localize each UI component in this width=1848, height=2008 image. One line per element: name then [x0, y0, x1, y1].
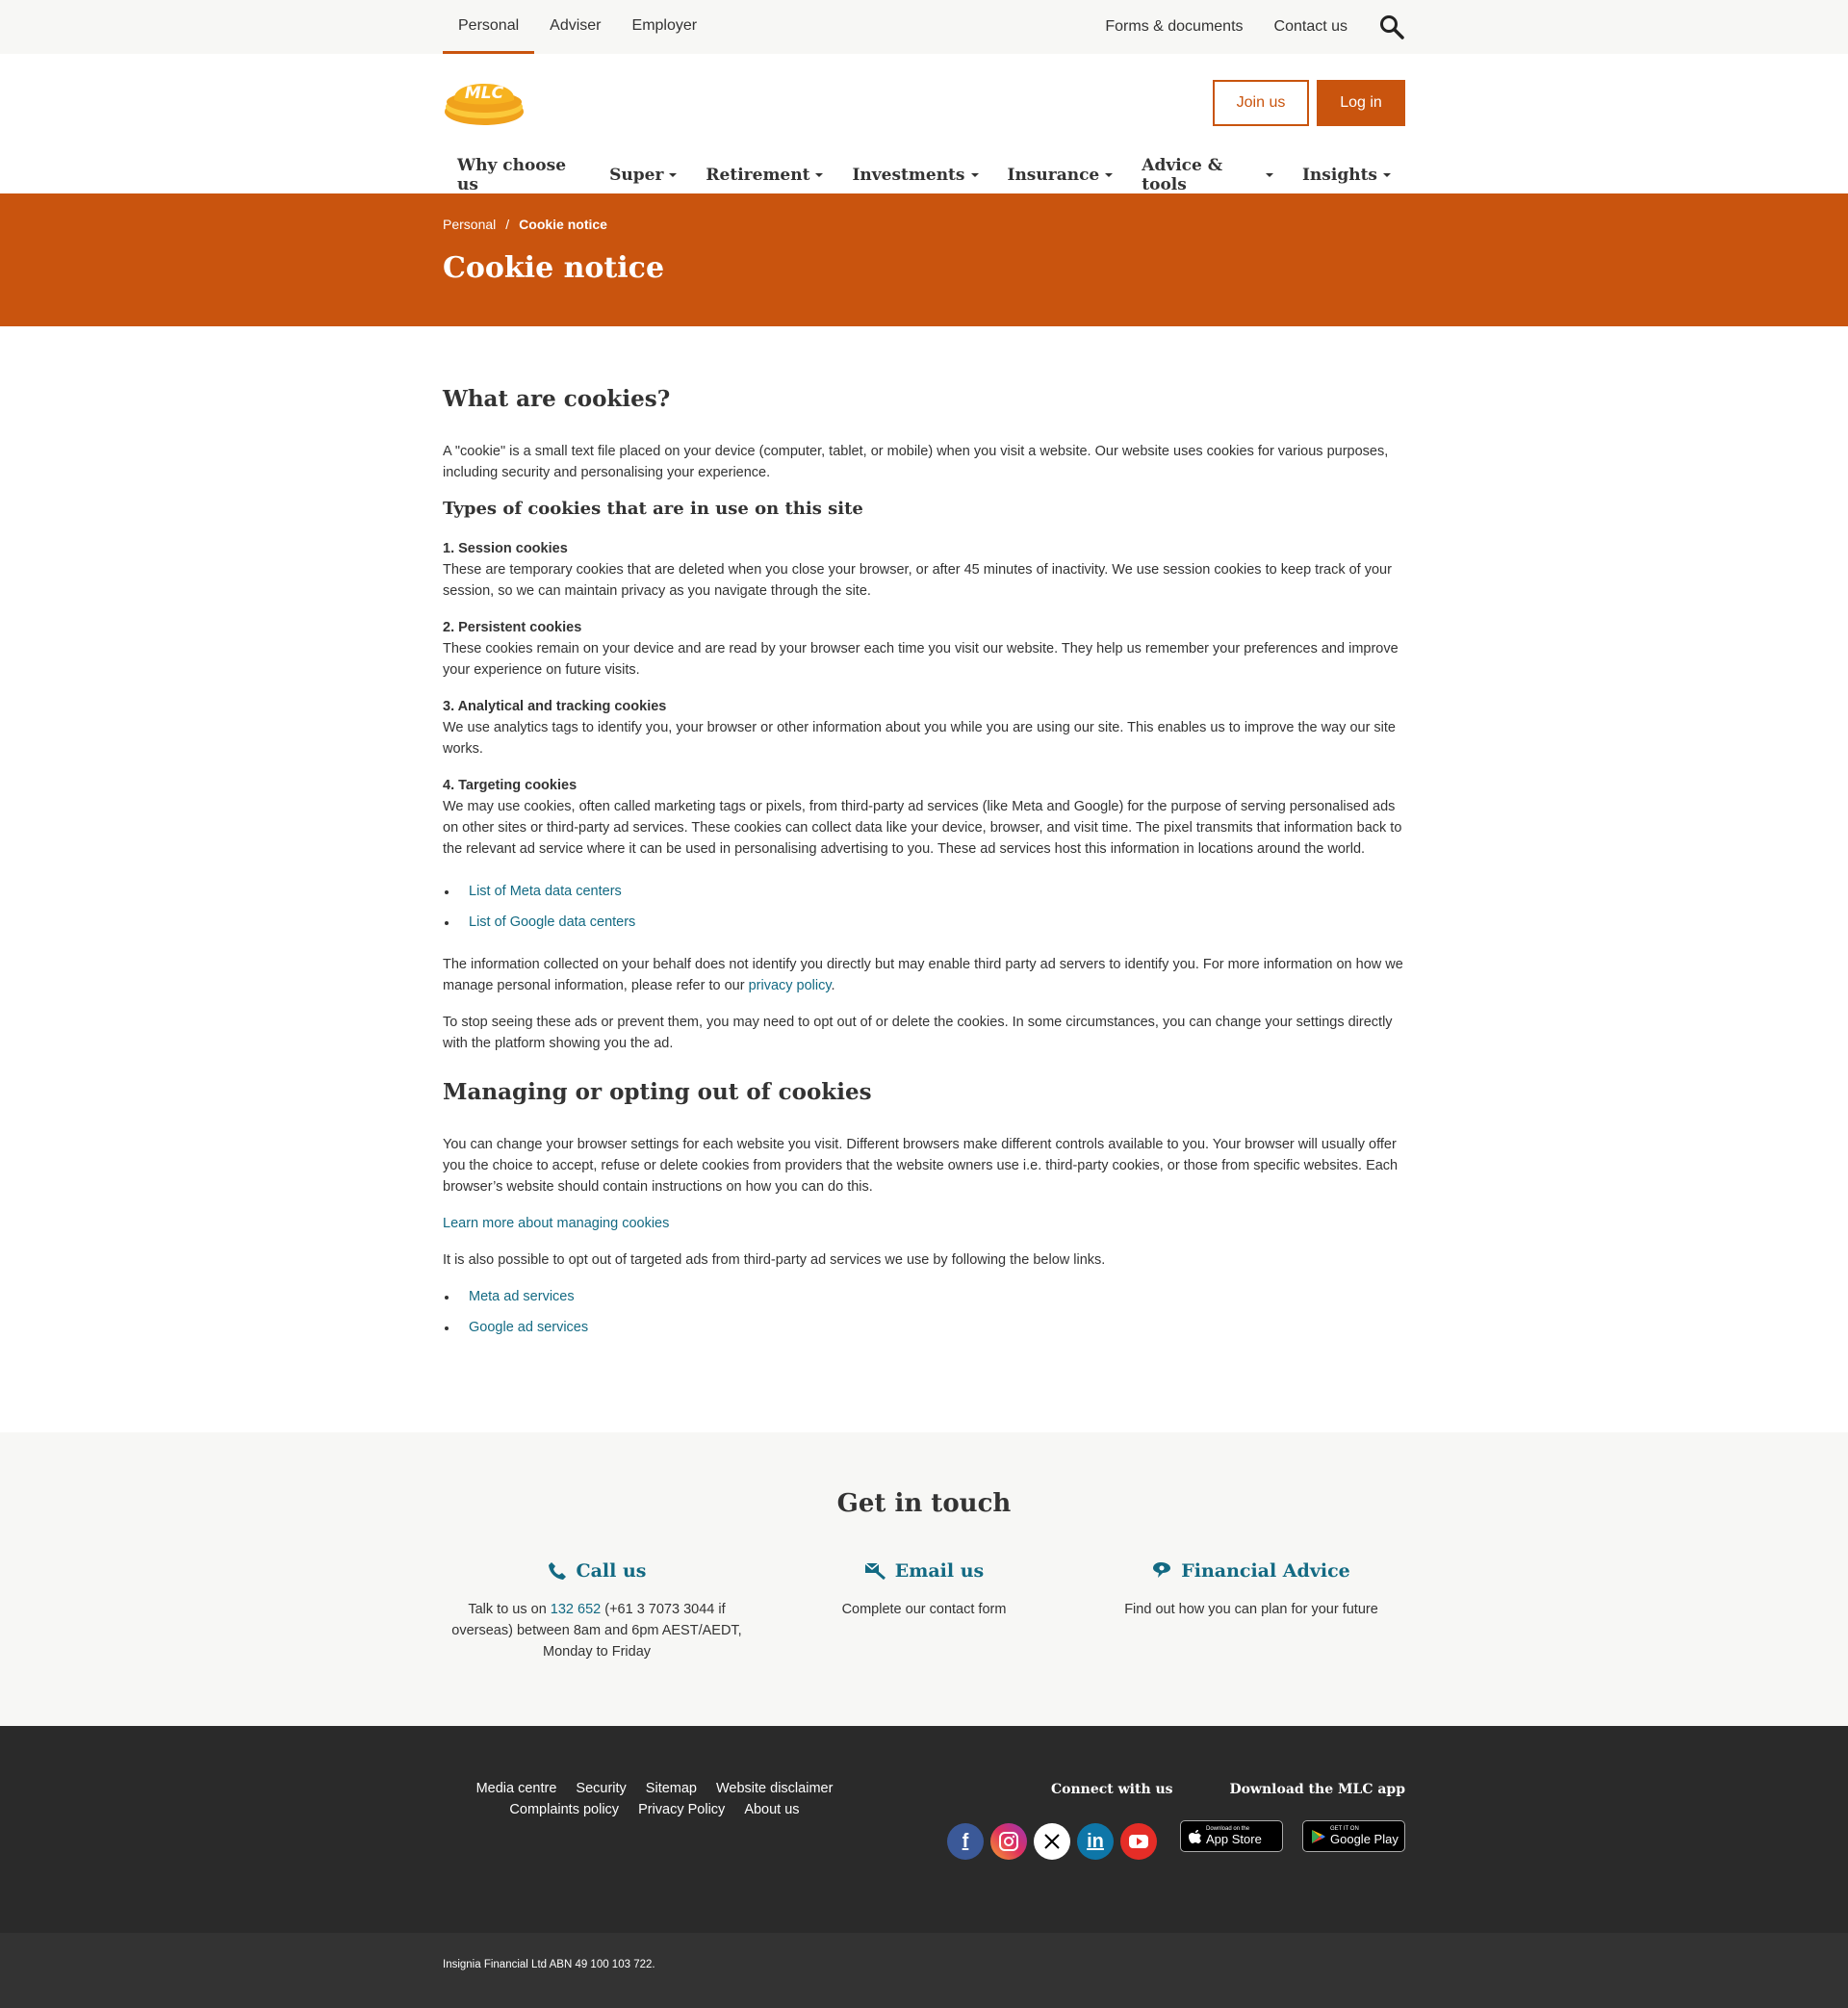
- search-icon[interactable]: [1378, 13, 1405, 40]
- nav-label: Investments: [852, 166, 965, 185]
- nav-label: Super: [609, 166, 664, 185]
- call-us-label: Call us: [576, 1560, 647, 1582]
- email-us-label: Email us: [894, 1560, 985, 1582]
- para-learn-more: [443, 1213, 1405, 1234]
- footer-links-row-2: [452, 1799, 857, 1820]
- call-text-after: (+61 3 7073 3044 if overseas) between 8am and 6pm AEST/AEDT, Monday to Friday: [451, 1602, 742, 1660]
- cookie-type-analytical: [443, 696, 1405, 759]
- footer-privacy-policy[interactable]: Privacy Policy: [638, 1802, 726, 1817]
- para-optout: It is also possible to opt out of targeted ads from third-party ad services we use by following the below links.: [443, 1252, 1106, 1268]
- list-item: [443, 1286, 1405, 1307]
- heading-managing: Managing or opting out of cookies: [443, 1079, 872, 1105]
- cookie-type-title: 4. Targeting cookies: [443, 778, 578, 793]
- breadcrumb-personal[interactable]: Personal: [443, 217, 497, 232]
- breadcrumb: [443, 217, 1405, 232]
- cookie-type-targeting: [443, 775, 1405, 860]
- nav-advice-tools[interactable]: [1127, 156, 1288, 194]
- get-in-touch-section: [0, 1432, 1848, 1726]
- footer-media-centre[interactable]: Media centre: [475, 1781, 557, 1796]
- app-store-small-text: Download on the: [1206, 1826, 1250, 1832]
- nav-label: Insurance: [1007, 166, 1100, 185]
- footer-links: [452, 1778, 857, 1820]
- nav-insurance[interactable]: [993, 156, 1128, 194]
- page-hero: [0, 193, 1848, 326]
- download-app-title: Download the MLC app: [1229, 1782, 1405, 1797]
- copyright-bar: [0, 1933, 1848, 2008]
- nav-label: Advice & tools: [1142, 156, 1223, 194]
- cookie-type-title: 3. Analytical and tracking cookies: [443, 699, 667, 714]
- top-utility-bar: [0, 0, 1848, 54]
- google-play-small-text: GET IT ON: [1330, 1826, 1359, 1832]
- nav-super[interactable]: [595, 156, 691, 194]
- chat-bubble-icon: [1152, 1561, 1171, 1581]
- caret-down-icon: [669, 173, 677, 177]
- para-info-end: .: [831, 978, 835, 993]
- footer-website-disclaimer[interactable]: Website disclaimer: [716, 1781, 834, 1796]
- forms-documents-link[interactable]: Forms & documents: [1105, 18, 1244, 35]
- x-twitter-icon[interactable]: [1034, 1823, 1070, 1860]
- join-us-button[interactable]: Join us: [1213, 80, 1309, 126]
- email-us-text: Complete our contact form: [841, 1602, 1007, 1617]
- footer-sitemap[interactable]: Sitemap: [645, 1781, 697, 1796]
- nav-insights[interactable]: [1288, 156, 1405, 194]
- copyright-text: Insignia Financial Ltd ABN 49 100 103 722.: [443, 1959, 655, 1970]
- email-icon: [864, 1561, 886, 1581]
- call-text-before: Talk to us on: [468, 1602, 551, 1617]
- heading-types: Types of cookies that are in use on this site: [443, 499, 863, 519]
- youtube-icon[interactable]: [1120, 1823, 1157, 1860]
- footer-complaints-policy[interactable]: Complaints policy: [509, 1802, 620, 1817]
- para-stop: To stop seeing these ads or prevent them, you may need to opt out of or delete the cookies. In some circumstances, you can change your settings directly with the platform showing you the ad.: [443, 1015, 1393, 1051]
- caret-down-icon: [1105, 173, 1113, 177]
- app-store-badge[interactable]: [1180, 1820, 1283, 1852]
- meta-ad-services-link[interactable]: Meta ad services: [469, 1289, 575, 1304]
- google-ad-services-link[interactable]: Google ad services: [469, 1320, 589, 1335]
- cookie-type-text: These cookies remain on your device and are read by your browser each time you visit our website. They help us remember your preferences and improve your experience on future visits.: [443, 641, 1399, 678]
- financial-advice-label: Financial Advice: [1181, 1560, 1350, 1582]
- app-store-badges: [1180, 1820, 1405, 1852]
- cookie-type-text: These are temporary cookies that are deleted when you close your browser, or after 45 minutes of inactivity. We use session cookies to keep track of your session, so we can maintain privacy as you navigate through the site.: [443, 562, 1392, 599]
- cookie-type-session: [443, 538, 1405, 602]
- footer-about-us[interactable]: About us: [744, 1802, 800, 1817]
- phone-number-link[interactable]: 132 652: [550, 1602, 602, 1617]
- site-header: [0, 54, 1848, 193]
- apple-icon: [1189, 1829, 1202, 1844]
- email-us-heading[interactable]: [780, 1560, 1068, 1582]
- para-what: A "cookie" is a small text file placed on your device (computer, tablet, or mobile) when you visit a website. Our website uses cookies for various purposes, including security and personalising your experience.: [443, 444, 1389, 480]
- nav-why-choose-us[interactable]: [443, 156, 595, 194]
- site-footer: [0, 1726, 1848, 1933]
- linkedin-glyph: in: [1087, 1830, 1104, 1852]
- nav-investments[interactable]: [837, 156, 992, 194]
- nav-label: Why choose us: [457, 156, 567, 194]
- list-item: [443, 912, 1405, 933]
- breadcrumb-current: Cookie notice: [519, 217, 607, 232]
- facebook-glyph: f: [962, 1830, 969, 1852]
- cookie-type-persistent: [443, 617, 1405, 681]
- google-data-centers-link[interactable]: List of Google data centers: [469, 914, 636, 930]
- utility-nav: [1105, 13, 1405, 40]
- facebook-icon[interactable]: [947, 1823, 984, 1860]
- para-manage: You can change your browser settings for each website you visit. Different browsers make different controls available to you. Your browser will usually offer you the choice to accept, refuse or delete cookies from providers that the website owners use i.e. third-party cookies, or those from specific websites. Each browser’s website should contain instructions on how you can do this.: [443, 1137, 1399, 1195]
- call-us-card: [443, 1560, 751, 1662]
- heading-what-are-cookies: What are cookies?: [443, 386, 671, 412]
- breadcrumb-separator: /: [505, 217, 510, 232]
- connect-with-us-title: Connect with us: [1051, 1782, 1173, 1797]
- call-us-heading[interactable]: [443, 1560, 751, 1582]
- segment-adviser[interactable]: Adviser: [550, 16, 602, 34]
- caret-down-icon: [815, 173, 823, 177]
- google-play-large-text: Google Play: [1330, 1832, 1399, 1846]
- log-in-button[interactable]: Log in: [1317, 80, 1405, 126]
- para-info-text: The information collected on your behalf does not identify you directly but may enable third party ad servers to identify you. For more information on how we manage personal information, please refer to our: [443, 957, 1403, 993]
- caret-down-icon: [1266, 173, 1273, 177]
- cookie-type-title: 2. Persistent cookies: [443, 620, 582, 635]
- app-store-large-text: App Store: [1206, 1832, 1262, 1846]
- header-actions: [1213, 80, 1405, 126]
- data-center-links: [443, 881, 1405, 933]
- financial-advice-card: [1097, 1560, 1405, 1662]
- meta-data-centers-link[interactable]: List of Meta data centers: [469, 884, 622, 899]
- nav-retirement[interactable]: [691, 156, 837, 194]
- nav-label: Insights: [1301, 166, 1377, 185]
- linkedin-icon[interactable]: [1077, 1823, 1114, 1860]
- financial-advice-text: Find out how you can plan for your future: [1124, 1602, 1378, 1617]
- ad-services-links: [443, 1286, 1405, 1338]
- main-nav: [443, 156, 1405, 194]
- get-in-touch-title: Get in touch: [836, 1489, 1012, 1518]
- cookie-type-title: 1. Session cookies: [443, 541, 568, 556]
- page-title: Cookie notice: [443, 251, 665, 285]
- email-us-card: [780, 1560, 1068, 1662]
- para-info: [443, 954, 1405, 996]
- google-play-icon: [1311, 1829, 1326, 1844]
- segment-personal[interactable]: Personal: [443, 0, 534, 54]
- logo-text: MLC: [464, 84, 504, 103]
- nav-label: Retirement: [706, 166, 810, 185]
- cookie-type-text: We use analytics tags to identify you, your browser or other information about you while you are using our site. This enables us to improve the way our site works.: [443, 720, 1397, 757]
- list-item: [443, 1317, 1405, 1338]
- footer-security[interactable]: Security: [576, 1781, 627, 1796]
- privacy-policy-link[interactable]: privacy policy: [748, 978, 832, 993]
- list-item: [443, 881, 1405, 902]
- google-play-badge[interactable]: [1302, 1820, 1405, 1852]
- segment-nav: [443, 0, 712, 54]
- main-content: [0, 326, 1848, 1338]
- instagram-icon[interactable]: [990, 1823, 1027, 1860]
- caret-down-icon: [971, 173, 979, 177]
- caret-down-icon: [1383, 173, 1391, 177]
- cookie-type-text: We may use cookies, often called marketing tags or pixels, from third-party ad services (like Meta and Google) for the purpose of serving personalised ads on other sites or third-party ad services. These cookies can collect data like your device, browser, and visit time. The pixel transmits that information back to the relevant ad service where it can be used in personalising advertising to you. These ad services host this information in locations around the world.: [443, 799, 1402, 857]
- mlc-logo[interactable]: [443, 73, 526, 131]
- contact-us-link[interactable]: Contact us: [1273, 18, 1348, 35]
- phone-icon: [548, 1561, 567, 1581]
- financial-advice-heading[interactable]: [1097, 1560, 1405, 1582]
- learn-more-link[interactable]: Learn more about managing cookies: [443, 1216, 670, 1231]
- social-links: [947, 1823, 1157, 1860]
- footer-links-row-1: [452, 1778, 857, 1799]
- call-us-text: [443, 1599, 751, 1662]
- segment-employer[interactable]: Employer: [631, 16, 698, 34]
